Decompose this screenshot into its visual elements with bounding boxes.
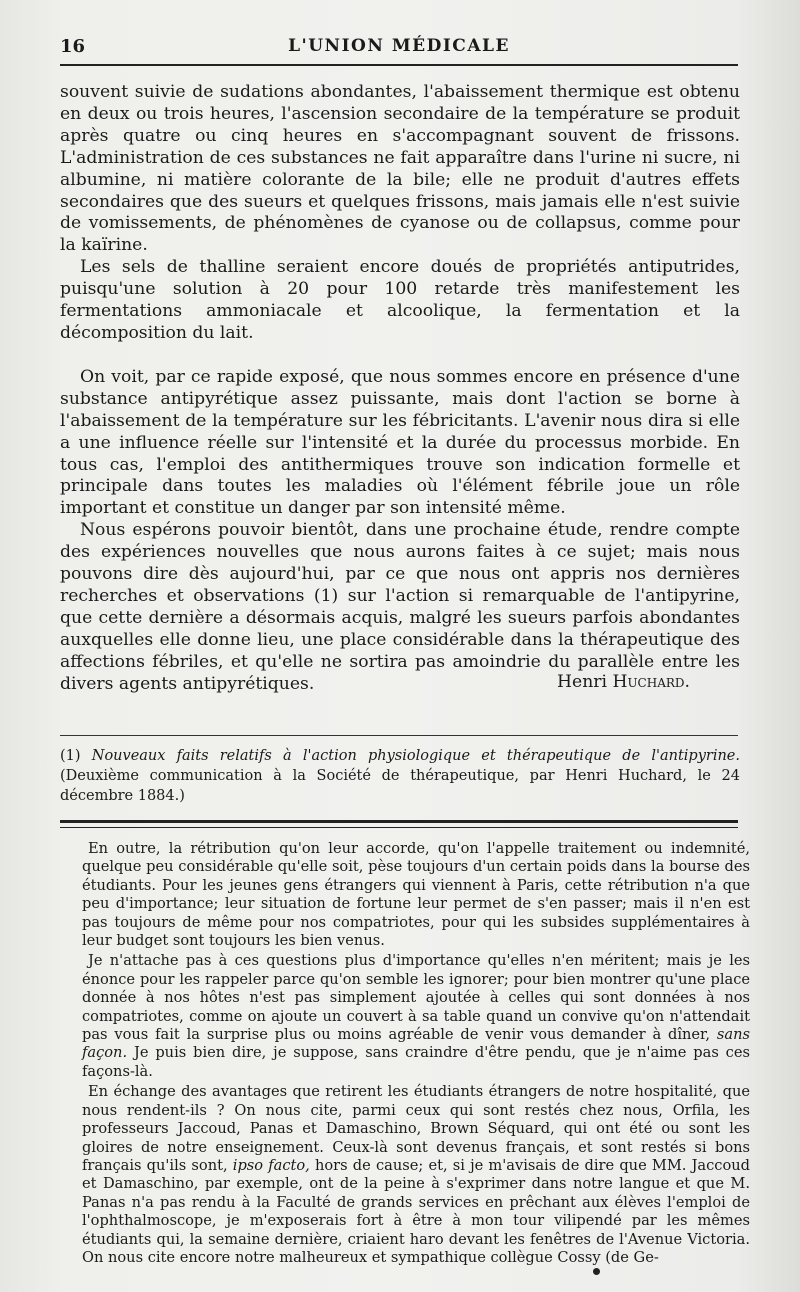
signature-first-name: Henri [557,672,607,692]
article-paragraph: On voit, par ce rapide exposé, que nous sommes encore en présence d'une substance antipyrétique assez puissante, mais dont l'action se borne à l'abaissement de la température sur les fébricitants. L'avenir nous dira si elle a une influence réelle sur l'intensité et la durée du processus morbide. En tous cas, l'emploi des antithermiques trouve son indication formelle et principale dans toutes les maladies où l'élément fébrile joue un rôle important et constitue un danger par son intensité même. [60,366,740,519]
footnote-text: (Deuxième communication à la Société de thérapeutique, par Henri Huchard, le 24 décembre 1884.) [60,767,740,804]
footnote-title: Nouveaux faits relatifs à l'action physiologique et thérapeutique de l'antipyrine. [91,748,741,764]
feuilleton-text: hors de cause; et, si je m'avisais de dire que MM. Jaccoud et Damaschino, par exemple, ont de la peine à s'exprimer dans notre langue et que M. Panas n'a pas rendu à la Faculté de grands services en prêchant aux élèves l'emploi de l'ophthalmoscope, je m'exposerais fort à être à mon tour vilipendé par les mêmes étudiants qui, la semaine dernière, criaient haro devant les fenêtres de l'Avenue Victoria. On nous cite encore notre malheureux et sympathique collègue Cossy (de Ge- [82,1156,750,1266]
feuilleton-emphasis: sans façon. [82,1026,751,1062]
article-body [60,82,740,695]
feuilleton-rule-thick [60,820,738,823]
article-paragraph: Nous espérons pouvoir bientôt, dans une prochaine étude, rendre compte des expériences nouvelles que nous aurons faites à ce sujet; mais nous pouvons dire dès aujourd'hui, par ce que nous ont appris nos dernières recherches et observations (1) sur l'action si remarquable de l'antipyrine, que cette dernière a désormais acquis, malgré les sueurs parfois abondantes auxquelles elle donne lieu, une place considérable dans la thérapeutique des affections fébriles, et qu'elle ne sortira pas amoindrie du parallèle entre les divers agents antipyrétiques. [60,520,740,694]
header-rule [60,64,738,66]
running-title: L'UNION MÉDICALE [288,36,510,56]
feuilleton-text: En échange des avantages que retirent les étudiants étrangers de notre hospitalité, que nous rendent-ils ? On nous cite, parmi ceux qui sont restés chez nous, Orfila, les professeurs Jaccoud, Panas et Damaschino, Brown Séquard, qui ont été ou sont les gloires de notre enseignement. Ceux-là sont devenus français, et sont restés si bons français qu'ils sont, [82,1083,750,1174]
author-signature [557,672,690,692]
article-paragraph: souvent suivie de sudations abondantes, l'abaissement thermique est obtenu en deux ou trois heures, l'ascension secondaire de la température se produit après quatre ou cinq heures en s'accompagnant souvent de frissons. L'administration de ces substances ne fait apparaître dans l'urine ni sucre, ni albumine, ni matière colorante de la bile; elle ne produit d'autres effets secondaires que des sueurs et quelques frissons, mais jamais elle n'est suivie de vomissements, de phénomènes de cyanose ou de collapsus, comme pour la kaïrine. [60,82,740,256]
signature-last-name: Huchard. [612,672,690,692]
feuilleton-paragraph [82,1083,750,1267]
footnote [60,747,740,806]
feuilleton-rule-thin [60,827,738,828]
page-header [60,36,738,60]
feuilleton-paragraph: En outre, la rétribution qu'on leur accorde, qu'on l'appelle traitement ou indemnité, quelque peu considérable qu'elle soit, pèse toujours d'un certain poids dans la bourse des étudiants. Pour les jeunes gens étrangers qui viennent à Paris, cette rétribution n'a que peu d'importance; leur situation de fortune leur permet de s'en passer; mais il n'en est pas toujours de même pour nos compatriotes, pour qui les subsides supplémentaires à leur budget sont toujours les bien venus. [82,840,750,950]
feuilleton-text: Je n'attache pas à ces questions plus d'importance qu'elles n'en méritent; mais je les énonce pour les rappeler parce qu'on semble les ignorer; pour bien montrer qu'une place donnée à nos hôtes n'est pas simplement ajoutée à celles qui sont données à nos compatriotes, comme on ajoute un couvert à sa table quand un convive qu'on n'attendait pas vous fait la surprise plus ou moins agréable de venir vous demander à dîner, [82,952,750,1044]
feuilleton-paragraph [82,952,750,1081]
feuilleton-text: Je puis bien dire, je suppose, sans craindre d'être pendu, que je n'aime pas ces façons-là. [82,1044,750,1080]
continuation-dot [593,1268,600,1275]
footnote-marker: (1) [60,748,81,764]
footnote-rule [60,735,738,736]
article-paragraph: Les sels de thalline seraient encore doués de propriétés antiputrides, puisqu'une solution à 20 pour 100 retarde très manifestement les fermentations ammoniacale et alcoolique, la fermentation et la décomposition du lait. [60,257,740,343]
feuilleton-emphasis: ipso facto, [232,1156,310,1174]
feuilleton-section [82,840,750,1267]
page-number: 16 [60,36,86,57]
